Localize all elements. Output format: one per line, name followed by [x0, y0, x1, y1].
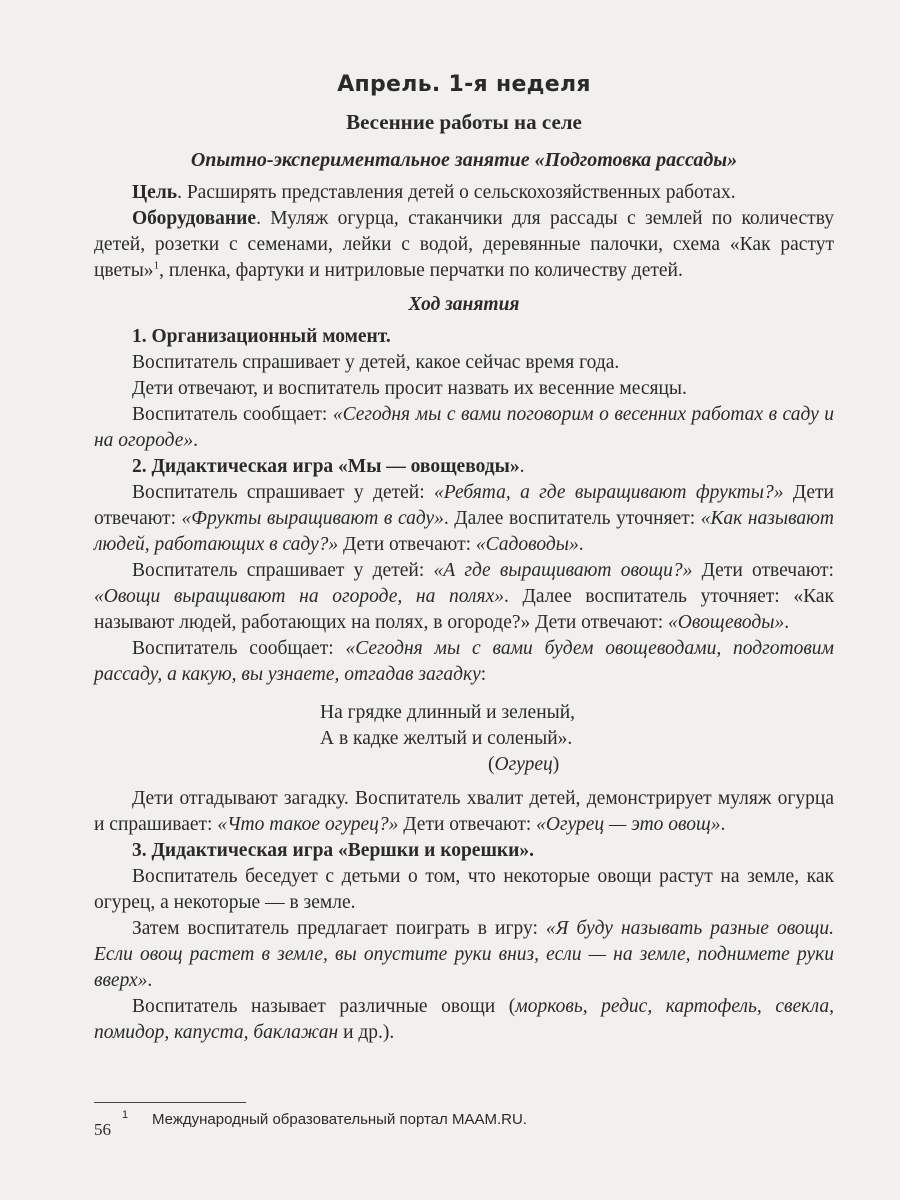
- section1-p2: Дети отвечают, и воспитатель просит назвать их весенние месяцы.: [132, 378, 687, 399]
- equipment-paragraph: [94, 206, 834, 284]
- s2p1-g: Дети отвечают:: [338, 534, 476, 555]
- section2-title-end: .: [519, 456, 525, 477]
- section3-p1: Воспитатель беседует с детьми о том, что некоторые овощи растут на земле, как огурец, а некоторые — в земле.: [94, 866, 834, 913]
- ar-b: «Что такое огурец?»: [217, 814, 399, 835]
- s2p2-b: «А где выращивают овощи?»: [433, 560, 693, 581]
- s3p3-c: и др.).: [338, 1022, 395, 1043]
- s2p1-a: Воспитатель спрашивает у детей:: [132, 482, 435, 503]
- s1p3-c: .: [193, 430, 199, 451]
- s2p1-d: «Фрукты выращивают в саду»: [181, 508, 444, 529]
- section3-p3: [94, 994, 834, 1046]
- equipment-text: . Муляж огурца, стаканчики для рассады с землей по количеству детей, розетки с семенами, лейки с водой, деревянные палочки, схема «Как растут цветы»: [94, 208, 834, 281]
- s2p1-b: «Ребята, а где выращивают фрукты?»: [434, 482, 784, 503]
- s3p2-c: .: [147, 970, 153, 991]
- goal-paragraph: [94, 180, 834, 206]
- page-content: [94, 70, 834, 1046]
- section1-p1: Воспитатель спрашивает у детей, какое сейчас время года.: [132, 352, 620, 373]
- s2p1-e: . Далее воспитатель уточняет:: [443, 508, 701, 529]
- s2p1-f: «Как называют людей, работающих в саду?»: [94, 508, 834, 555]
- week-heading: Апрель. 1-я неделя: [337, 72, 591, 97]
- section3-title: 3. Дидактическая игра «Вершки и корешки».: [132, 840, 534, 861]
- section3-p2: [94, 916, 834, 994]
- ar-e: .: [720, 814, 726, 835]
- goal-label: Цель: [132, 182, 178, 203]
- s2p1-i: .: [578, 534, 584, 555]
- riddle-answer-close: ): [552, 754, 560, 775]
- section2-p2: [94, 558, 834, 636]
- s2p2-c: Дети отвечают:: [692, 560, 834, 581]
- goal-text: . Расширять представления детей о сельскохозяйственных работах.: [177, 182, 736, 203]
- s2p1-c: Дети отвечают:: [94, 482, 834, 529]
- riddle-line-1: На грядке длинный и зеленый,: [320, 702, 576, 723]
- s2p2-d: «Овощи выращивают на огороде, на полях»: [94, 586, 504, 607]
- topic-heading: Весенние работы на селе: [346, 110, 582, 134]
- riddle-answer: [488, 752, 834, 778]
- equipment-text-end: , пленка, фартуки и нитриловые перчатки по количеству детей.: [159, 260, 683, 281]
- footnote-ref: 1: [153, 259, 160, 272]
- s1p3-a: Воспитатель сообщает:: [132, 404, 333, 425]
- riddle-answer-open: (: [488, 754, 495, 775]
- ar-a: Дети отгадывают загадку. Воспитатель хвалит детей, демонстрирует муляж огурца и спрашивает:: [94, 788, 834, 835]
- page-number: 56: [94, 1120, 111, 1139]
- s2p2-g: .: [784, 612, 790, 633]
- after-riddle-paragraph: [94, 786, 834, 838]
- section1-title: 1. Организационный момент.: [132, 326, 391, 347]
- s1p3-quote: «Сегодня мы с вами поговорим о весенних работах в саду и на огороде»: [94, 404, 834, 451]
- s2p2-f: «Овощеводы»: [668, 612, 785, 633]
- ar-d: «Огурец — это овощ»: [536, 814, 721, 835]
- section1-p3: [94, 402, 834, 454]
- section2-p1: [94, 480, 834, 558]
- s2p1-h: «Садоводы»: [475, 534, 579, 555]
- course-heading: Ход занятия: [408, 294, 520, 315]
- section2-p3: [94, 636, 834, 688]
- s3p3-a: Воспитатель называет различные овощи (: [132, 996, 516, 1017]
- s3p2-b: «Я буду называть разные овощи. Если овощ растет в земле, вы опустите руки вниз, если — на земле, поднимете руки вверх»: [94, 918, 834, 991]
- s2p2-e: . Далее воспитатель уточняет: «Как называют людей, работающих на полях, в огороде?» Дети отвечают:: [94, 586, 834, 633]
- s2p2-a: Воспитатель спрашивает у детей:: [132, 560, 434, 581]
- ar-c: Дети отвечают:: [398, 814, 537, 835]
- footnote-number: 1: [122, 1109, 129, 1121]
- section2-title-text: 2. Дидактическая игра «Мы — овощеводы»: [132, 456, 520, 477]
- riddle: [320, 700, 834, 778]
- footnote: [122, 1109, 527, 1130]
- riddle-answer-text: Огурец: [494, 754, 553, 775]
- s3p3-b: морковь, редис, картофель, свекла, помидор, капуста, баклажан: [94, 996, 835, 1043]
- lesson-title: Опытно-экспериментальное занятие «Подготовка рассады»: [190, 149, 738, 171]
- footnote-text: Международный образовательный портал MAAM.RU.: [152, 1111, 527, 1128]
- riddle-line-2: А в кадке желтый и соленый».: [320, 728, 573, 749]
- equipment-label: Оборудование: [132, 208, 257, 229]
- footnote-divider: [94, 1102, 246, 1103]
- section2-title: [94, 454, 834, 480]
- s3p2-a: Затем воспитатель предлагает поиграть в игру:: [132, 918, 546, 939]
- s2p3-b: «Сегодня мы с вами будем овощеводами, подготовим рассаду, а какую, вы узнаете, отгадав загадку: [94, 638, 834, 685]
- s2p3-c: :: [480, 664, 487, 685]
- s2p3-a: Воспитатель сообщает:: [132, 638, 346, 659]
